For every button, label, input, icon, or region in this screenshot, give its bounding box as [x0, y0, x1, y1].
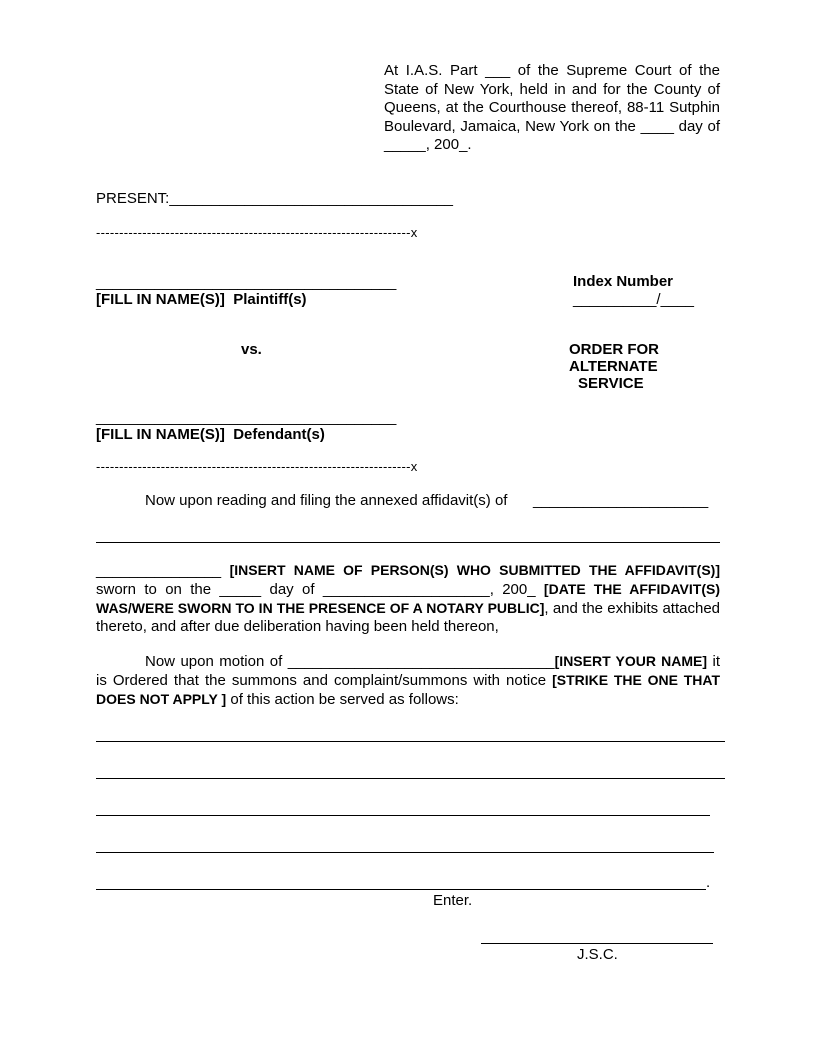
- order-tail-text: of this action be served as follows:: [226, 691, 459, 708]
- affidavit-lead-text: Now upon reading and filing the annexed affidavit(s) of: [145, 492, 508, 509]
- doc-title-line2: ALTERNATE: [569, 358, 658, 375]
- versus-label: vs.: [241, 341, 262, 358]
- service-line-4[interactable]: [96, 852, 714, 853]
- affidavit-paragraph: [96, 561, 720, 636]
- caption-divider-top: --------------------------------------------------------------------x: [96, 225, 418, 240]
- movant-name-blank[interactable]: ________________________________: [287, 653, 555, 670]
- affiant-blank[interactable]: _______________: [96, 562, 222, 579]
- doc-title-line3: SERVICE: [578, 375, 644, 392]
- index-number-label: Index Number: [573, 273, 674, 290]
- affiant-instruction: [INSERT NAME OF PERSON(S) WHO SUBMITTED THE AFFIDAVIT(S)]: [229, 562, 720, 578]
- court-caption: At I.A.S. Part ___ of the Supreme Court of the State of New York, held in and for the County of Queens, at the Courthouse thereof, 88-11 Sutphin Boulevard, Jamaica, New York on the ____ day of _____, 200_.: [384, 62, 720, 153]
- plaintiff-label: [FILL IN NAME(S)] Plaintiff(s): [96, 291, 307, 308]
- service-line-period: .: [706, 874, 711, 891]
- judge-signature-line[interactable]: [481, 943, 713, 944]
- doc-title-line1: ORDER FOR: [569, 341, 659, 358]
- judge-title: J.S.C.: [577, 946, 618, 963]
- motion-paragraph: [96, 652, 720, 709]
- affidavit-tail-text: , and the exhibits attached thereto, and after due deliberation having been held thereon,: [96, 600, 720, 635]
- movant-instruction: [INSERT YOUR NAME]: [554, 653, 708, 669]
- service-line-1[interactable]: [96, 741, 725, 742]
- defendant-name-line[interactable]: ____________________________________: [96, 409, 397, 426]
- defendant-label: [FILL IN NAME(S)] Defendant(s): [96, 426, 325, 443]
- service-line-5[interactable]: [96, 889, 706, 890]
- affidavit-name-rule[interactable]: [96, 542, 720, 543]
- service-line-3[interactable]: [96, 815, 710, 816]
- plaintiff-name-line[interactable]: ____________________________________: [96, 274, 397, 291]
- affidavit-of-blank[interactable]: _____________________: [533, 492, 709, 509]
- index-number-field[interactable]: __________/____: [573, 291, 694, 308]
- motion-lead-text: Now upon motion of: [145, 653, 288, 670]
- service-line-2[interactable]: [96, 778, 725, 779]
- order-text: it is Ordered that the summons and complaint/summons with notice: [96, 653, 721, 689]
- present-line[interactable]: PRESENT:__________________________________: [96, 190, 453, 207]
- caption-divider-bottom: --------------------------------------------------------------------x: [96, 459, 418, 474]
- sworn-date-text[interactable]: sworn to on the _____ day of ____________________, 200_: [96, 581, 536, 598]
- sworn-date-instruction: [DATE THE AFFIDAVIT(S) WAS/WERE SWORN TO IN THE PRESENCE OF A NOTARY PUBLIC]: [96, 581, 720, 616]
- strike-instruction: [STRIKE THE ONE THAT DOES NOT APPLY ]: [96, 672, 720, 707]
- enter-label: Enter.: [433, 892, 473, 909]
